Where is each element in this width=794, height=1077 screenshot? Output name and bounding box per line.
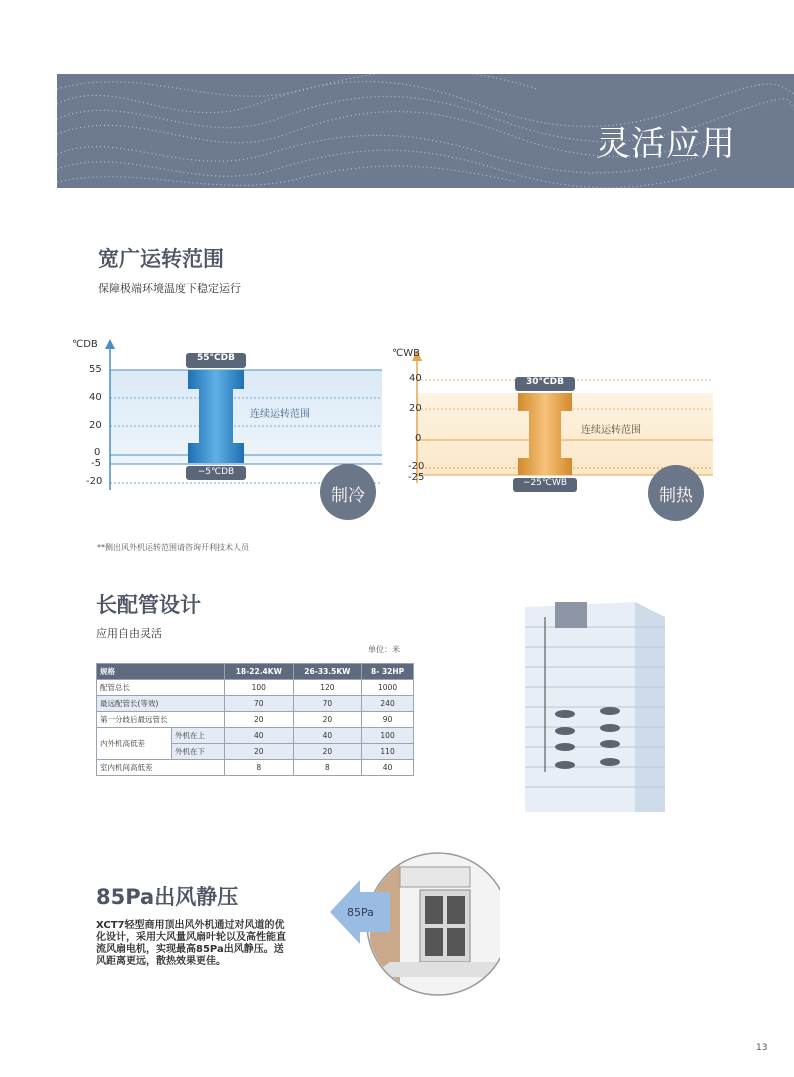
- header-col3: 8- 32HP: [362, 664, 414, 680]
- row-label: 内外机高低差: [97, 728, 172, 760]
- heating-mode-label: 制热: [659, 486, 693, 506]
- cell: 110: [362, 744, 414, 760]
- cell: 20: [293, 744, 362, 760]
- cell: 40: [362, 760, 414, 776]
- header-banner: [57, 74, 794, 188]
- cell: 100: [225, 680, 294, 696]
- row-label: 第一分歧后最远管长: [97, 712, 225, 728]
- row-sublabel: 外机在下: [172, 744, 225, 760]
- table-header-row: [97, 664, 414, 680]
- cell: 1000: [362, 680, 414, 696]
- cooling-mode-label: 制冷: [331, 486, 365, 506]
- cooling-tick-55: 55: [89, 364, 102, 375]
- cooling-tick-0: 0: [94, 447, 101, 458]
- cooling-range-label: 连续运转范围: [250, 409, 310, 420]
- outdoor-unit: [555, 602, 587, 628]
- row-label: 最远配管长(等效): [97, 696, 225, 712]
- cell: 20: [293, 712, 362, 728]
- row-label: 配管总长: [97, 680, 225, 696]
- static-pressure-description: XCT7轻型商用顶出风外机通过对风道的优化设计，采用大风量风扇叶轮以及高性能直流风扇电机，实现最高85Pa出风静压。送风距离更远，散热效果更佳。: [96, 920, 286, 967]
- cell: 8: [293, 760, 362, 776]
- section-subtitle-piping: 应用自由灵活: [96, 627, 162, 640]
- cooling-bottom-badge-label: −5℃DB: [197, 467, 235, 477]
- table-row: [97, 680, 414, 696]
- y-axis-arrow-icon: [105, 339, 115, 349]
- table-row: [97, 696, 414, 712]
- heating-top-badge-label: 30°CDB: [526, 377, 564, 387]
- heating-tick-neg20: -20: [408, 461, 425, 472]
- cooling-tick-neg20: -20: [86, 476, 103, 487]
- cell: 120: [293, 680, 362, 696]
- row-sublabel: 外机在上: [172, 728, 225, 744]
- cell: 90: [362, 712, 414, 728]
- heating-tick-neg25: -25: [408, 472, 425, 483]
- cooling-tick-20: 20: [89, 420, 102, 431]
- cell: 70: [293, 696, 362, 712]
- section-title-operating-range: 宽广运转范围: [98, 247, 224, 271]
- cooling-tick-40: 40: [89, 392, 102, 403]
- section-title-static-pressure: 85Pa出风静压: [96, 885, 239, 909]
- row-label: 室内机间高低差: [97, 760, 225, 776]
- cooling-range-band: [110, 370, 382, 464]
- heating-range-label: 连续运转范围: [581, 425, 641, 436]
- table-row: [97, 712, 414, 728]
- header-col1: 18-22.4KW: [225, 664, 294, 680]
- heating-tick-40: 40: [409, 373, 422, 384]
- cooling-tick-neg5: -5: [91, 458, 101, 469]
- cooling-unit: ℃DB: [72, 339, 98, 350]
- cell: 8: [225, 760, 294, 776]
- banner-title: 灵活应用: [596, 124, 736, 164]
- table-row: [97, 728, 414, 744]
- cell: 20: [225, 744, 294, 760]
- section-subtitle-operating-range: 保障极端环境温度下稳定运行: [98, 282, 241, 295]
- cell: 70: [225, 696, 294, 712]
- airflow-pressure-label: 85Pa: [347, 906, 374, 919]
- piping-spec-table: [96, 663, 414, 776]
- table-unit-label: 单位：米: [368, 645, 400, 654]
- cooling-top-badge-label: 55°CDB: [197, 353, 235, 363]
- page-number: 13: [756, 1043, 768, 1053]
- outdoor-unit-illustration: [330, 852, 500, 997]
- heating-bottom-badge-label: −25℃WB: [522, 478, 568, 488]
- heating-tick-0: 0: [415, 433, 422, 444]
- cell: 100: [362, 728, 414, 744]
- table-row: [97, 760, 414, 776]
- header-col2: 26-33.5KW: [293, 664, 362, 680]
- cell: 240: [362, 696, 414, 712]
- footnote: **侧出风外机运转范围请咨询开利技术人员: [97, 543, 249, 552]
- cell: 20: [225, 712, 294, 728]
- cell: 40: [225, 728, 294, 744]
- section-title-piping: 长配管设计: [96, 593, 201, 617]
- heating-tick-20: 20: [409, 403, 422, 414]
- building-illustration: [515, 597, 675, 822]
- header-spec: 规格: [97, 664, 225, 680]
- heating-unit: ℃WB: [392, 348, 420, 359]
- cell: 40: [293, 728, 362, 744]
